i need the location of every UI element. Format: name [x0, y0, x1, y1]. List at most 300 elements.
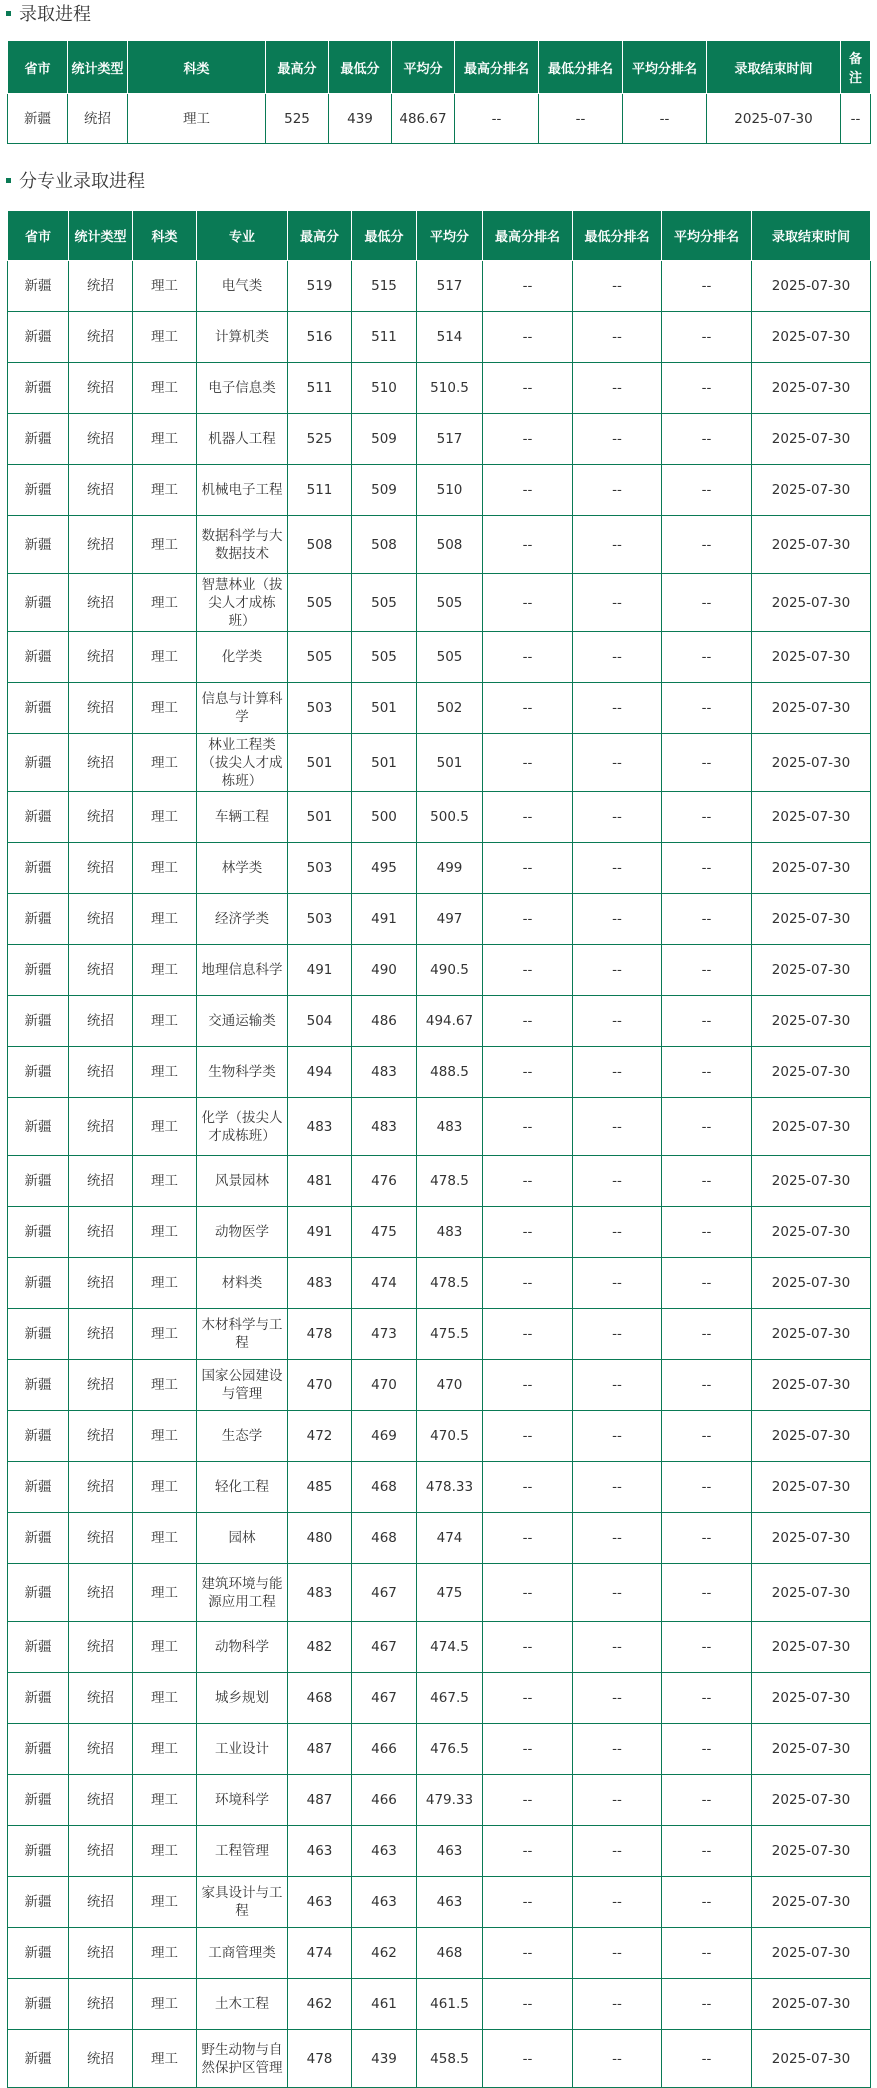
table-cell: --	[573, 792, 662, 843]
table-cell: 468	[352, 1513, 417, 1564]
table-cell: 2025-07-30	[752, 1564, 871, 1622]
table-cell: 2025-07-30	[752, 1775, 871, 1826]
table-cell: 数据科学与大数据技术	[197, 516, 288, 574]
table-cell: 501	[352, 734, 417, 792]
table-header-row	[8, 211, 871, 261]
table-cell: 统招	[68, 94, 128, 144]
table-row	[8, 1928, 871, 1979]
table-cell: --	[662, 1513, 752, 1564]
table-cell: 2025-07-30	[752, 1098, 871, 1156]
table-cell: 电子信息类	[197, 363, 288, 414]
column-header: 最高分排名	[455, 41, 539, 94]
table-cell: 2025-07-30	[752, 1673, 871, 1724]
table-cell: 486	[352, 996, 417, 1047]
table-cell: 463	[352, 1826, 417, 1877]
table-cell: 475	[417, 1564, 483, 1622]
table-cell: 新疆	[8, 1513, 69, 1564]
table-cell: 新疆	[8, 1207, 69, 1258]
table-cell: 工业设计	[197, 1724, 288, 1775]
table-cell: --	[483, 1622, 573, 1673]
table-cell: --	[662, 261, 752, 312]
table-cell: --	[573, 843, 662, 894]
table-cell: 野生动物与自然保护区管理	[197, 2030, 288, 2088]
table-row	[8, 1513, 871, 1564]
table-cell: 国家公园建设与管理	[197, 1360, 288, 1411]
table-cell: 新疆	[8, 1564, 69, 1622]
table-cell: 化学（拔尖人才成栋班）	[197, 1098, 288, 1156]
column-header: 科类	[133, 211, 197, 261]
table-cell: 2025-07-30	[752, 1513, 871, 1564]
table-cell: 491	[352, 894, 417, 945]
table-cell: --	[483, 1411, 573, 1462]
table-cell: 517	[417, 414, 483, 465]
table-cell: --	[483, 414, 573, 465]
table-cell: 473	[352, 1309, 417, 1360]
table-cell: 车辆工程	[197, 792, 288, 843]
table-cell: 501	[288, 734, 352, 792]
table-cell: --	[483, 261, 573, 312]
table-cell: 2025-07-30	[752, 2030, 871, 2088]
table-row	[8, 1360, 871, 1411]
table-cell: --	[483, 363, 573, 414]
table-cell: 新疆	[8, 1826, 69, 1877]
table-cell: 统招	[69, 1513, 133, 1564]
table-cell: 2025-07-30	[752, 1411, 871, 1462]
table-cell: 2025-07-30	[752, 465, 871, 516]
table-cell: 理工	[133, 734, 197, 792]
table-cell: 新疆	[8, 516, 69, 574]
table-cell: 理工	[133, 945, 197, 996]
column-header: 统计类型	[68, 41, 128, 94]
table-cell: 建筑环境与能源应用工程	[197, 1564, 288, 1622]
column-header: 最高分	[266, 41, 329, 94]
table-row	[8, 945, 871, 996]
table-cell: --	[483, 1156, 573, 1207]
table-cell: 新疆	[8, 1673, 69, 1724]
table-cell: 理工	[133, 792, 197, 843]
table-cell: 统招	[69, 1207, 133, 1258]
table-cell: 工商管理类	[197, 1928, 288, 1979]
table-cell: 2025-07-30	[752, 1462, 871, 1513]
table-cell: 2025-07-30	[752, 363, 871, 414]
table-cell: --	[483, 734, 573, 792]
table-row	[8, 574, 871, 632]
table-cell: --	[662, 312, 752, 363]
table-row	[8, 1724, 871, 1775]
table-cell: 新疆	[8, 1156, 69, 1207]
table-cell: 新疆	[8, 1098, 69, 1156]
table-cell: --	[662, 363, 752, 414]
table-row	[8, 1979, 871, 2030]
table-cell: --	[662, 2030, 752, 2088]
table-cell: 503	[288, 843, 352, 894]
table-cell: 485	[288, 1462, 352, 1513]
table-cell: 505	[352, 574, 417, 632]
table-cell: 化学类	[197, 632, 288, 683]
table-cell: 园林	[197, 1513, 288, 1564]
table-cell: 新疆	[8, 1724, 69, 1775]
table-cell: 2025-07-30	[752, 1622, 871, 1673]
table-cell: 机械电子工程	[197, 465, 288, 516]
table-cell: --	[573, 632, 662, 683]
table-cell: 材料类	[197, 1258, 288, 1309]
table-cell: 统招	[69, 683, 133, 734]
table-cell: 新疆	[8, 945, 69, 996]
table-cell: 463	[352, 1877, 417, 1928]
table-cell: --	[455, 94, 539, 144]
table-cell: 478	[288, 1309, 352, 1360]
table-cell: 2025-07-30	[752, 574, 871, 632]
table-cell: 动物科学	[197, 1622, 288, 1673]
table-cell: 511	[288, 465, 352, 516]
table-cell: 统招	[69, 843, 133, 894]
table-cell: 新疆	[8, 94, 68, 144]
table-cell: --	[662, 1724, 752, 1775]
table-cell: 理工	[133, 465, 197, 516]
column-header: 最低分	[329, 41, 392, 94]
table-cell: 517	[417, 261, 483, 312]
table-row	[8, 516, 871, 574]
table-cell: --	[483, 465, 573, 516]
table-cell: 487	[288, 1724, 352, 1775]
table-cell: 508	[288, 516, 352, 574]
table-cell: --	[573, 1775, 662, 1826]
table-row	[8, 996, 871, 1047]
table-cell: 智慧林业（拔尖人才成栋班）	[197, 574, 288, 632]
table-cell: 电气类	[197, 261, 288, 312]
table-cell: --	[662, 1047, 752, 1098]
table-cell: 491	[288, 945, 352, 996]
table-cell: --	[573, 734, 662, 792]
table-cell: 理工	[133, 683, 197, 734]
table-cell: --	[573, 1673, 662, 1724]
admission-progress-heading	[0, 3, 91, 27]
table-cell: 2025-07-30	[752, 1826, 871, 1877]
table-cell: 467.5	[417, 1673, 483, 1724]
table-cell: 2025-07-30	[752, 683, 871, 734]
table-cell: 461.5	[417, 1979, 483, 2030]
table-cell: --	[483, 1360, 573, 1411]
table-cell: --	[662, 1360, 752, 1411]
table-cell: 理工	[133, 1673, 197, 1724]
table-cell: 统招	[69, 1258, 133, 1309]
table-cell: --	[573, 1928, 662, 1979]
table-cell: 2025-07-30	[707, 94, 841, 144]
table-cell: 481	[288, 1156, 352, 1207]
table-cell: 城乡规划	[197, 1673, 288, 1724]
table-cell: 439	[352, 2030, 417, 2088]
table-cell: 439	[329, 94, 392, 144]
major-progress-table	[7, 210, 871, 2088]
table-cell: 495	[352, 843, 417, 894]
table-row	[8, 1047, 871, 1098]
table-cell: --	[539, 94, 623, 144]
table-cell: 470	[288, 1360, 352, 1411]
table-cell: --	[573, 574, 662, 632]
table-cell: 交通运输类	[197, 996, 288, 1047]
table-cell: 488.5	[417, 1047, 483, 1098]
table-row	[8, 414, 871, 465]
table-cell: --	[662, 945, 752, 996]
table-cell: 统招	[69, 792, 133, 843]
table-cell: --	[662, 574, 752, 632]
table-cell: 463	[288, 1877, 352, 1928]
table-cell: 2025-07-30	[752, 1877, 871, 1928]
column-header: 录取结束时间	[752, 211, 871, 261]
column-header: 平均分排名	[623, 41, 707, 94]
table-row	[8, 792, 871, 843]
table-cell: --	[573, 683, 662, 734]
table-row	[8, 312, 871, 363]
table-cell: 483	[288, 1564, 352, 1622]
table-cell: --	[483, 1564, 573, 1622]
table-cell: 动物医学	[197, 1207, 288, 1258]
table-cell: --	[623, 94, 707, 144]
table-cell: --	[662, 632, 752, 683]
column-header: 最低分排名	[539, 41, 623, 94]
table-cell: --	[662, 1826, 752, 1877]
table-cell: --	[573, 1622, 662, 1673]
table-cell: --	[483, 1775, 573, 1826]
major-progress-title: 分专业录取进程	[19, 171, 145, 192]
table-cell: 476.5	[417, 1724, 483, 1775]
table-cell: 理工	[133, 1309, 197, 1360]
table-cell: --	[662, 1775, 752, 1826]
table-cell: 理工	[133, 574, 197, 632]
table-cell: --	[662, 1462, 752, 1513]
table-cell: 501	[288, 792, 352, 843]
table-cell: 474	[288, 1928, 352, 1979]
table-cell: 统招	[69, 1309, 133, 1360]
major-progress-heading	[0, 170, 145, 194]
table-row	[8, 1207, 871, 1258]
table-cell: --	[662, 734, 752, 792]
table-cell: 理工	[133, 1207, 197, 1258]
table-cell: --	[662, 1928, 752, 1979]
table-cell: 2025-07-30	[752, 1207, 871, 1258]
table-row	[8, 1309, 871, 1360]
table-cell: --	[573, 1724, 662, 1775]
table-cell: 463	[288, 1826, 352, 1877]
table-cell: 469	[352, 1411, 417, 1462]
table-cell: 501	[417, 734, 483, 792]
table-cell: --	[662, 1877, 752, 1928]
table-cell: --	[662, 683, 752, 734]
table-cell: 统招	[69, 632, 133, 683]
table-cell: --	[573, 261, 662, 312]
column-header: 备注	[841, 41, 871, 94]
table-cell: 统招	[69, 734, 133, 792]
table-cell: --	[573, 1309, 662, 1360]
table-cell: 504	[288, 996, 352, 1047]
table-cell: --	[483, 894, 573, 945]
table-cell: 467	[352, 1622, 417, 1673]
table-header-row	[8, 41, 871, 94]
table-cell: 理工	[133, 1622, 197, 1673]
table-cell: 生态学	[197, 1411, 288, 1462]
table-cell: 信息与计算科学	[197, 683, 288, 734]
table-cell: --	[841, 94, 871, 144]
table-cell: 474.5	[417, 1622, 483, 1673]
table-cell: 480	[288, 1513, 352, 1564]
table-cell: --	[573, 894, 662, 945]
table-cell: 2025-07-30	[752, 734, 871, 792]
table-cell: 统招	[69, 1826, 133, 1877]
table-cell: --	[483, 1309, 573, 1360]
table-cell: 统招	[69, 1928, 133, 1979]
table-row	[8, 261, 871, 312]
table-cell: 理工	[133, 2030, 197, 2088]
table-cell: --	[662, 414, 752, 465]
table-cell: --	[483, 1047, 573, 1098]
table-cell: --	[483, 996, 573, 1047]
table-cell: --	[573, 1513, 662, 1564]
table-cell: 490.5	[417, 945, 483, 996]
table-cell: --	[662, 1258, 752, 1309]
table-cell: 503	[288, 683, 352, 734]
table-cell: 新疆	[8, 1622, 69, 1673]
table-cell: 505	[352, 632, 417, 683]
table-cell: 统招	[69, 516, 133, 574]
column-header: 最低分	[352, 211, 417, 261]
table-cell: 505	[288, 574, 352, 632]
table-cell: 519	[288, 261, 352, 312]
table-cell: 新疆	[8, 632, 69, 683]
table-cell: 510	[417, 465, 483, 516]
table-cell: 482	[288, 1622, 352, 1673]
table-cell: 统招	[69, 1979, 133, 2030]
table-cell: 土木工程	[197, 1979, 288, 2030]
table-cell: 统招	[69, 1622, 133, 1673]
table-cell: 统招	[69, 1564, 133, 1622]
table-cell: 2025-07-30	[752, 312, 871, 363]
table-cell: 理工	[133, 1411, 197, 1462]
table-cell: 林业工程类（拔尖人才成栋班）	[197, 734, 288, 792]
table-row	[8, 843, 871, 894]
table-cell: 新疆	[8, 1877, 69, 1928]
table-cell: --	[662, 894, 752, 945]
table-row	[8, 1258, 871, 1309]
table-row	[8, 894, 871, 945]
table-cell: 理工	[133, 1928, 197, 1979]
table-cell: 2025-07-30	[752, 1309, 871, 1360]
table-cell: 2025-07-30	[752, 1258, 871, 1309]
table-cell: 478.5	[417, 1258, 483, 1309]
table-cell: 511	[352, 312, 417, 363]
table-cell: 新疆	[8, 312, 69, 363]
table-cell: 统招	[69, 414, 133, 465]
table-row	[8, 1673, 871, 1724]
table-row	[8, 1775, 871, 1826]
table-cell: --	[662, 516, 752, 574]
table-cell: 统招	[69, 1775, 133, 1826]
table-cell: 工程管理	[197, 1826, 288, 1877]
table-cell: --	[573, 1258, 662, 1309]
table-row	[8, 2030, 871, 2088]
table-cell: 483	[288, 1258, 352, 1309]
table-cell: 470.5	[417, 1411, 483, 1462]
table-cell: --	[483, 683, 573, 734]
table-cell: --	[573, 1979, 662, 2030]
table-cell: --	[573, 1411, 662, 1462]
table-row	[8, 1156, 871, 1207]
table-cell: 理工	[133, 1462, 197, 1513]
table-cell: 理工	[133, 1877, 197, 1928]
table-cell: 统招	[69, 1724, 133, 1775]
table-cell: 474	[352, 1258, 417, 1309]
table-cell: --	[483, 843, 573, 894]
table-row	[8, 465, 871, 516]
table-cell: 新疆	[8, 1979, 69, 2030]
table-cell: 新疆	[8, 363, 69, 414]
table-cell: 467	[352, 1673, 417, 1724]
table-cell: 479.33	[417, 1775, 483, 1826]
table-cell: --	[483, 945, 573, 996]
table-cell: --	[483, 792, 573, 843]
table-cell: 2025-07-30	[752, 516, 871, 574]
table-cell: 地理信息科学	[197, 945, 288, 996]
table-cell: 新疆	[8, 894, 69, 945]
table-cell: --	[483, 1979, 573, 2030]
table-row	[8, 1564, 871, 1622]
table-cell: 525	[266, 94, 329, 144]
table-cell: 新疆	[8, 1360, 69, 1411]
table-cell: --	[573, 1360, 662, 1411]
table-cell: 491	[288, 1207, 352, 1258]
admission-progress-table	[7, 40, 871, 144]
table-cell: 理工	[133, 414, 197, 465]
table-row	[8, 632, 871, 683]
table-cell: 理工	[133, 1775, 197, 1826]
table-row	[8, 1622, 871, 1673]
table-cell: 理工	[133, 1258, 197, 1309]
table-cell: 525	[288, 414, 352, 465]
table-cell: 新疆	[8, 996, 69, 1047]
table-cell: --	[662, 1156, 752, 1207]
table-cell: 新疆	[8, 261, 69, 312]
table-cell: --	[662, 1564, 752, 1622]
table-cell: 统招	[69, 894, 133, 945]
table-cell: 2025-07-30	[752, 894, 871, 945]
table-cell: 统招	[69, 996, 133, 1047]
table-cell: --	[483, 1258, 573, 1309]
table-cell: 理工	[133, 843, 197, 894]
table-cell: --	[573, 465, 662, 516]
table-cell: --	[573, 1207, 662, 1258]
table-cell: 2025-07-30	[752, 1047, 871, 1098]
table-cell: 新疆	[8, 734, 69, 792]
table-cell: --	[662, 1979, 752, 2030]
table-cell: 475.5	[417, 1309, 483, 1360]
table-cell: 统招	[69, 1360, 133, 1411]
table-cell: 机器人工程	[197, 414, 288, 465]
table-cell: 理工	[133, 516, 197, 574]
table-cell: 2025-07-30	[752, 1360, 871, 1411]
table-row	[8, 1826, 871, 1877]
table-cell: 理工	[133, 1564, 197, 1622]
table-cell: 理工	[133, 261, 197, 312]
table-cell: --	[483, 2030, 573, 2088]
table-cell: --	[662, 1622, 752, 1673]
table-cell: --	[483, 574, 573, 632]
table-cell: 483	[352, 1047, 417, 1098]
table-cell: --	[483, 516, 573, 574]
table-cell: 487	[288, 1775, 352, 1826]
table-cell: 理工	[133, 1156, 197, 1207]
table-cell: 理工	[133, 1513, 197, 1564]
table-cell: 统招	[69, 1462, 133, 1513]
table-cell: 478	[288, 2030, 352, 2088]
